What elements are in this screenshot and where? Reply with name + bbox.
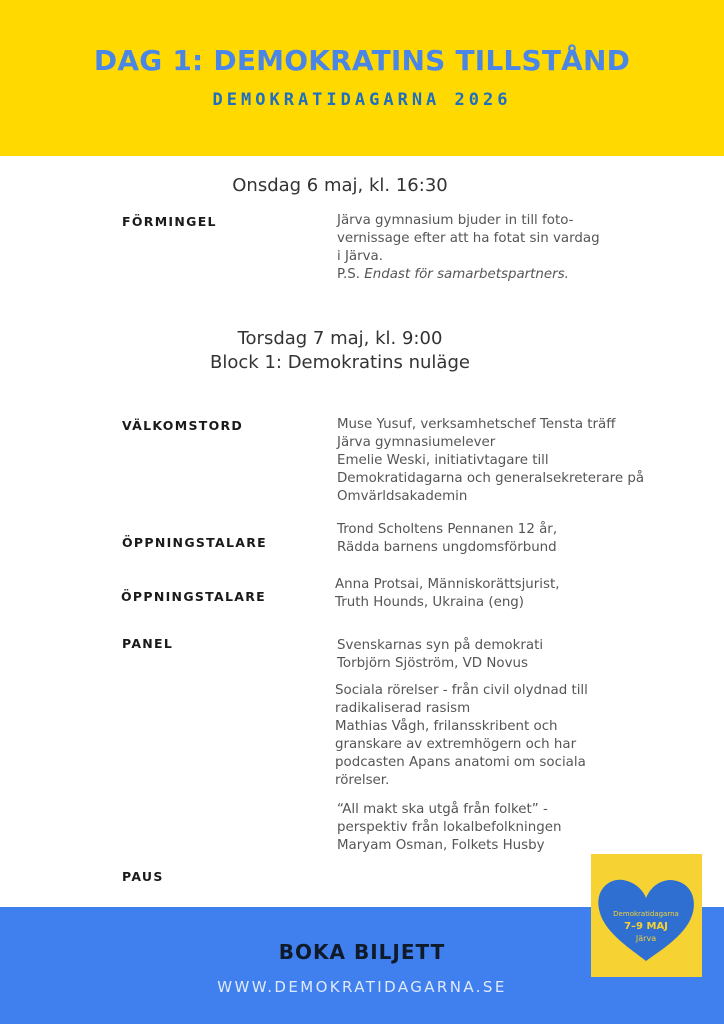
text-line: vernissage efter att ha fotat sin vardag bbox=[337, 231, 600, 246]
text-line: Rädda barnens ungdomsförbund bbox=[337, 540, 557, 555]
valkomstord-description bbox=[337, 416, 644, 506]
text-line: Anna Protsai, Människorättsjurist, bbox=[335, 577, 560, 592]
text-line: rörelser. bbox=[335, 773, 390, 788]
ps-italic: Endast för samarbetspartners. bbox=[364, 267, 569, 282]
text-line: i Järva. bbox=[337, 249, 384, 264]
text-line: Järva gymnasium bjuder in till foto- bbox=[337, 213, 574, 228]
oppningstalare-1-description bbox=[337, 521, 557, 557]
label-panel: PANEL bbox=[122, 636, 174, 651]
event-logo bbox=[591, 854, 702, 977]
text-line: Demokratidagarna och generalsekreterare på bbox=[337, 471, 645, 486]
text-line: Sociala rörelser - från civil olydnad till bbox=[335, 683, 588, 698]
text-line: Maryam Osman, Folkets Husby bbox=[337, 838, 545, 853]
text-line: “All makt ska utgå från folket” - bbox=[337, 802, 548, 817]
day2-heading: Torsdag 7 maj, kl. 9:00 bbox=[237, 328, 443, 349]
logo-line-2: 7–9 MAJ bbox=[624, 921, 668, 932]
text-line: Mathias Vågh, frilansskribent och bbox=[335, 719, 558, 734]
text-line: radikaliserad rasism bbox=[335, 701, 471, 716]
panel-group-3 bbox=[337, 801, 561, 855]
text-line: Truth Hounds, Ukraina (eng) bbox=[335, 595, 525, 610]
logo-line-3: Järva bbox=[635, 934, 657, 943]
label-valkomstord: VÄLKOMSTORD bbox=[122, 418, 244, 433]
ps-prefix: P.S. bbox=[337, 267, 365, 282]
text-line: Omvärldsakademin bbox=[337, 489, 468, 504]
oppningstalare-2-description bbox=[335, 576, 560, 612]
label-formingel: FÖRMINGEL bbox=[122, 214, 217, 229]
page-subtitle: DEMOKRATIDAGARNA 2026 bbox=[212, 90, 512, 110]
panel-group-1 bbox=[337, 637, 543, 673]
text-line: Trond Scholtens Pennanen 12 år, bbox=[337, 522, 558, 537]
formingel-description bbox=[337, 212, 600, 284]
text-line: podcasten Apans anatomi om sociala bbox=[335, 755, 586, 770]
ps-note bbox=[337, 266, 600, 284]
heart-icon bbox=[591, 854, 702, 977]
text-line: Muse Yusuf, verksamhetschef Tensta träff bbox=[337, 417, 616, 432]
label-oppningstalare-2: ÖPPNINGSTALARE bbox=[121, 589, 267, 604]
text-line: Svenskarnas syn på demokrati bbox=[337, 638, 544, 653]
block-heading: Block 1: Demokratins nuläge bbox=[210, 352, 470, 373]
label-oppningstalare-1: ÖPPNINGSTALARE bbox=[122, 535, 268, 550]
text-line: granskare av extremhögern och har bbox=[335, 737, 577, 752]
text-line: Torbjörn Sjöström, VD Novus bbox=[337, 656, 528, 671]
logo-line-1: Demokratidagarna bbox=[613, 910, 679, 918]
text-line: perspektiv från lokalbefolkningen bbox=[337, 820, 562, 835]
header-banner bbox=[0, 0, 724, 156]
label-paus: PAUS bbox=[122, 869, 164, 884]
day1-heading: Onsdag 6 maj, kl. 16:30 bbox=[232, 175, 448, 196]
website-link[interactable]: WWW.DEMOKRATIDAGARNA.SE bbox=[217, 978, 507, 996]
book-ticket-button[interactable]: BOKA BILJETT bbox=[278, 940, 446, 964]
page-title: DAG 1: DEMOKRATINS TILLSTÅND bbox=[93, 44, 631, 77]
text-line: Järva gymnasiumelever bbox=[337, 435, 496, 450]
text-line: Emelie Weski, initiativtagare till bbox=[337, 453, 549, 468]
panel-group-2 bbox=[335, 682, 588, 790]
